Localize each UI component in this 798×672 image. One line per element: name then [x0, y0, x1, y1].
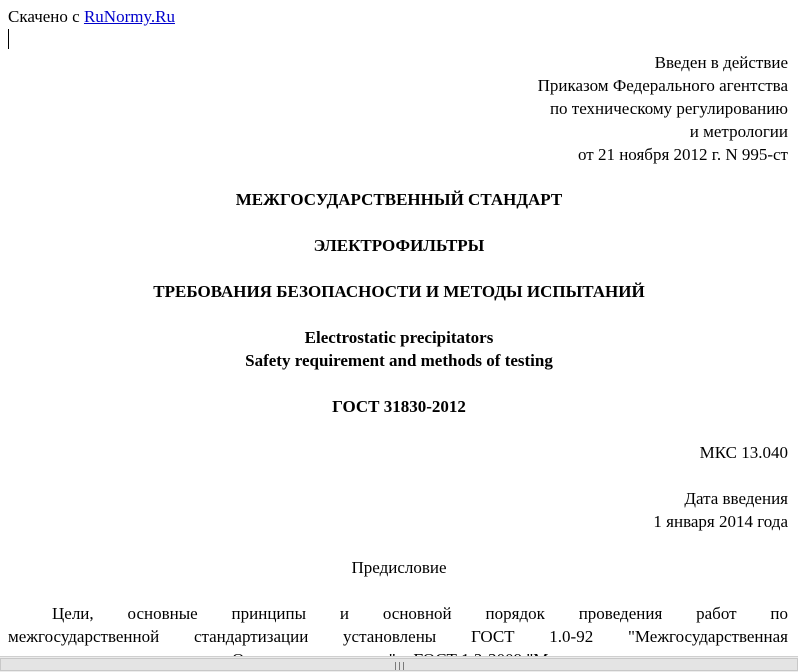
scrollbar-grip-icon — [395, 662, 405, 670]
text-cursor — [8, 29, 9, 49]
intro-date-label: Дата введения — [684, 489, 788, 508]
standard-subtitle-heading: ТРЕБОВАНИЯ БЕЗОПАСНОСТИ И МЕТОДЫ ИСПЫТАНИЙ — [153, 282, 645, 301]
foreword-heading: Предисловие — [351, 558, 447, 577]
enactment-line-3: по техническому регулированию — [549, 99, 788, 118]
source-prefix: Скачено с — [8, 7, 84, 26]
mks-code: МКС 13.040 — [699, 443, 788, 462]
foreword-paragraph-line-1: Цели, основные принципы и основной порядок проведения работ по — [52, 604, 788, 623]
foreword-paragraph-line-2: межгосударственной стандартизации установлены ГОСТ 1.0-92 "Межгосударственная — [8, 627, 788, 646]
intro-date-value: 1 января 2014 года — [653, 512, 788, 531]
horizontal-scrollbar[interactable] — [0, 656, 798, 672]
scrollbar-thumb[interactable] — [0, 658, 798, 671]
enactment-line-5: от 21 ноября 2012 г. N 995-ст — [578, 145, 788, 164]
enactment-line-1: Введен в действие — [654, 53, 788, 72]
runormy-link[interactable]: RuNormy.Ru — [83, 7, 175, 26]
english-title-1: Electrostatic precipitators — [304, 328, 494, 347]
standard-name-heading: ЭЛЕКТРОФИЛЬТРЫ — [313, 236, 485, 255]
english-title-2: Safety requirement and methods of testing — [245, 351, 553, 370]
source-line — [8, 5, 175, 28]
standard-type-heading: МЕЖГОСУДАРСТВЕННЫЙ СТАНДАРТ — [235, 190, 563, 209]
enactment-line-4: и метрологии — [689, 122, 788, 141]
enactment-line-2: Приказом Федерального агентства — [537, 76, 788, 95]
gost-code: ГОСТ 31830-2012 — [332, 397, 466, 416]
